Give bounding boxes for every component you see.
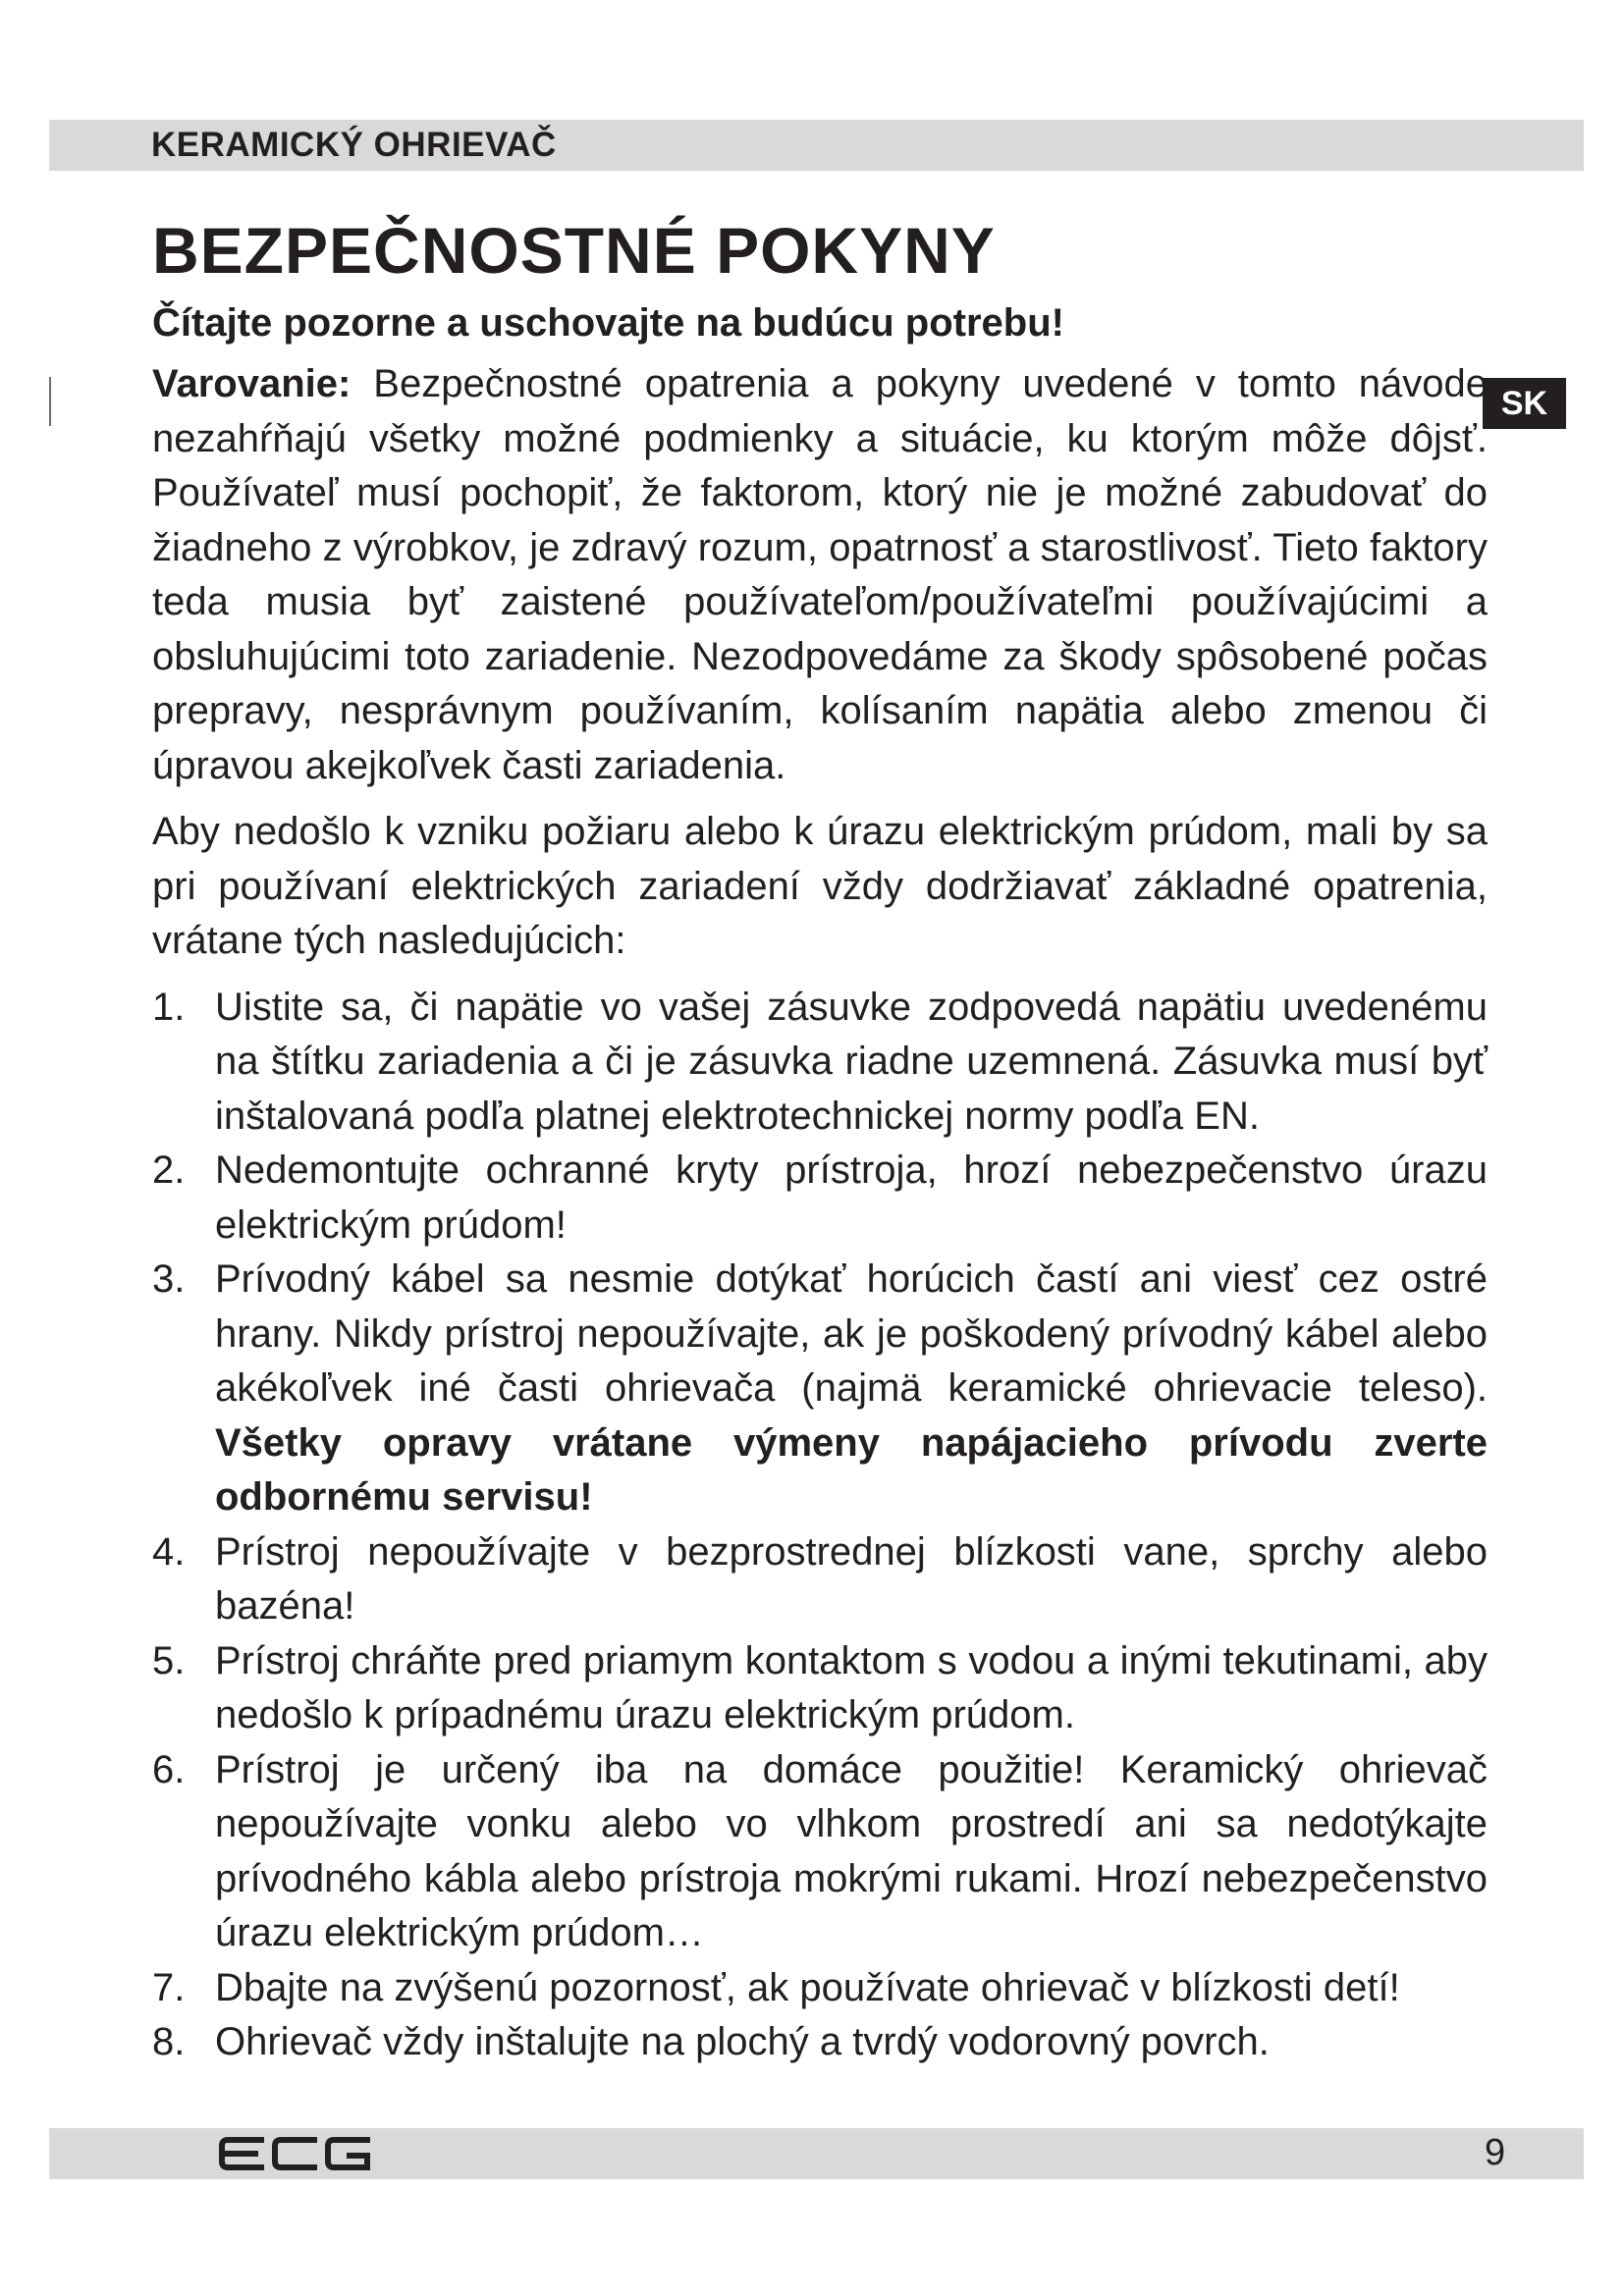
warning-text: Bezpečnostné opatrenia a pokyny uvedené v tomto návode nezahŕňajú všetky možné podmienky a situácie, ku ktorým môže dôjsť. Používateľ musí pochopiť, že faktorom, ktorý nie je možné zabudovať do žiadneho z výrobkov, je zdravý rozum, opatrnosť a starostlivosť. Tieto faktory teda musia byť zaistené používateľom/používateľmi používajúcimi a obsluhujúcimi toto zariadenie. Nezodpovedáme za škody spôsobené počas prepravy, nesprávnym používaním, kolísaním napätia alebo zmenou či úpravou akejkoľvek časti zariadenia. xyxy=(152,362,1488,787)
intro-paragraph: Aby nedošlo k vzniku požiaru alebo k úrazu elektrickým prúdom, mali by sa pri používaní elektrických zariadení vždy dodržiavať základné opatrenia, vrátane tých nasledujúcich: xyxy=(152,810,1488,962)
item-text: Dbajte na zvýšenú pozornosť, ak používate ohrievač v blízkosti detí! xyxy=(215,1965,1400,2009)
item-text: Uistite sa, či napätie vo vašej zásuvke zodpovedá napätiu uvedenému na štítku zariadenia a či je zásuvka riadne uzemnená. Zásuvka musí byť inštalovaná podľa platnej elektrotechnickej normy podľa EN. xyxy=(215,985,1488,1138)
list-item xyxy=(152,1743,1488,1961)
item-number: 5. xyxy=(152,1638,186,1682)
item-text: Ohrievač vždy inštalujte na plochý a tvrdý vodorovný povrch. xyxy=(215,2020,1270,2063)
item-bold-text: Všetky opravy vrátane výmeny napájacieho prívodu zverte odbornému servisu! xyxy=(215,1420,1488,1519)
section-subtitle: Čítajte pozorne a uschovajte na budúcu potrebu! xyxy=(152,301,1064,345)
ecg-logo xyxy=(218,2136,375,2171)
item-text: Prístroj chráňte pred priamym kontaktom s vodou a inými tekutinami, aby nedošlo k prípadnému úrazu elektrickým prúdom. xyxy=(215,1638,1488,1736)
list-item xyxy=(152,1961,1488,2016)
section-title: BEZPEČNOSTNÉ POKYNY xyxy=(152,214,996,287)
safety-rules-list xyxy=(152,981,1488,2070)
item-text: Nedemontujte ochranné kryty prístroja, hrozí nebezpečenstvo úrazu elektrickým prúdom! xyxy=(215,1148,1488,1247)
warning-label: Varovanie: xyxy=(152,362,352,405)
item-text: Prívodný kábel sa nesmie dotýkať horúcich častí ani viesť cez ostré hrany. Nikdy prístroj nepoužívajte, ak je poškodený prívodný kábel alebo akékoľvek iné časti ohrievača (najmä keramické ohrievacie teleso). xyxy=(215,1257,1488,1410)
item-number: 8. xyxy=(152,2020,186,2063)
warning-paragraph xyxy=(152,357,1488,793)
list-item xyxy=(152,1253,1488,1525)
document-header-title: KERAMICKÝ OHRIEVAČ xyxy=(151,126,557,164)
footer-band xyxy=(49,2128,1584,2179)
item-text: Prístroj nepoužívajte v bezprostrednej blízkosti vane, sprchy alebo bazéna! xyxy=(215,1529,1488,1628)
item-number: 7. xyxy=(152,1965,186,2009)
item-number: 4. xyxy=(152,1529,186,1574)
item-number: 1. xyxy=(152,985,186,1029)
list-item xyxy=(152,2015,1488,2070)
list-item xyxy=(152,1525,1488,1634)
list-item xyxy=(152,1634,1488,1743)
logo-text xyxy=(49,2128,50,2129)
page-content xyxy=(152,206,1488,2070)
item-text: Prístroj je určený iba na domáce použitie! Keramický ohrievač nepoužívajte vonku alebo vo vlhkom prostredí ani sa nedotýkajte prívodného kábla alebo prístroja mokrými rukami. Hrozí nebezpečenstvo úrazu elektrickým prúdom… xyxy=(215,1747,1488,1954)
page-number: 9 xyxy=(1485,2132,1506,2173)
item-number: 6. xyxy=(152,1747,186,1791)
header-band xyxy=(49,120,1584,171)
list-item xyxy=(152,1144,1488,1253)
item-number: 2. xyxy=(152,1148,186,1192)
list-item xyxy=(152,981,1488,1145)
language-tab: SK xyxy=(1483,378,1566,429)
item-number: 3. xyxy=(152,1257,186,1301)
margin-mark xyxy=(49,377,51,426)
